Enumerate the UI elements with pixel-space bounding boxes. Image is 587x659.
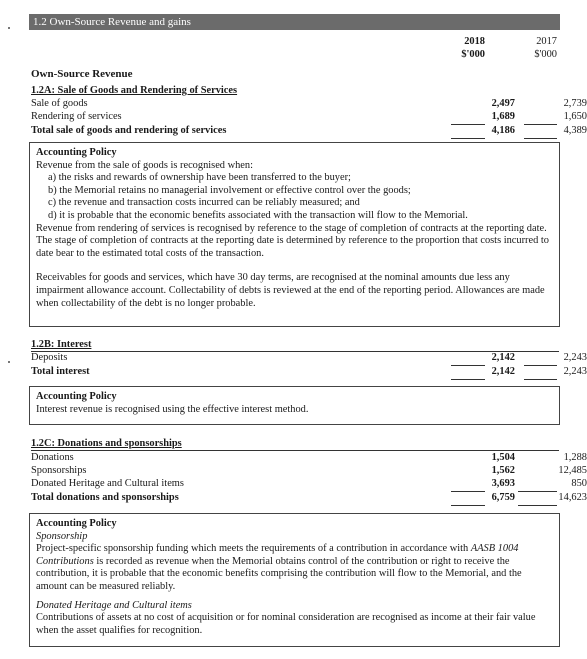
table-row bbox=[31, 352, 587, 365]
policy-text: Revenue from the sale of goods is recognised when: bbox=[36, 159, 253, 171]
row-label: Rendering of services bbox=[31, 111, 122, 122]
row-label: Donated Heritage and Cultural items bbox=[31, 478, 184, 489]
section-title: 1.2C: Donations and sponsorships bbox=[31, 438, 182, 449]
total-rule bbox=[451, 505, 485, 506]
column-header-2018 bbox=[425, 35, 485, 61]
value-2017: 1,650 bbox=[563, 111, 587, 122]
value-2018: 1,562 bbox=[491, 465, 515, 476]
scan-mark bbox=[8, 27, 10, 29]
section-banner: 1.2 Own-Source Revenue and gains bbox=[29, 14, 560, 30]
total-rule bbox=[524, 379, 557, 380]
policy-subheading: Donated Heritage and Cultural items bbox=[36, 599, 192, 611]
table-row bbox=[31, 478, 587, 491]
policy-subheading: Sponsorship bbox=[36, 530, 88, 542]
policy-list-item: b) the Memorial retains no managerial involvement or effective control over the goods; bbox=[48, 184, 411, 196]
value-2017: 14,623 bbox=[558, 492, 587, 503]
table-row bbox=[31, 98, 587, 111]
policy-text-part: Project-specific sponsorship funding which meets the requirements of a contribution in accordance with bbox=[36, 543, 471, 555]
policy-list-item: c) the revenue and transaction costs incurred can be reliably measured; and bbox=[48, 197, 360, 209]
row-label: Total donations and sponsorships bbox=[31, 492, 179, 503]
policy-text: Interest revenue is recognised using the effective interest method. bbox=[36, 403, 309, 415]
value-2017: 2,243 bbox=[563, 366, 587, 377]
policy-text-part: is recorded as revenue when the Memorial obtains control of the contribution or right to receive the contribution, it is probable that the economic benefits comprising the contribution will flow to the Memorial, and the amount can be measured reliably. bbox=[36, 555, 522, 592]
table-row bbox=[31, 125, 587, 138]
policy-heading: Accounting Policy bbox=[36, 391, 117, 402]
total-rule bbox=[524, 138, 557, 139]
value-2018: 4,186 bbox=[491, 125, 515, 136]
value-2017: 2,739 bbox=[563, 98, 587, 109]
table-row bbox=[31, 492, 587, 505]
value-2018: 2,142 bbox=[491, 352, 515, 363]
total-rule bbox=[518, 505, 557, 506]
column-header-2017 bbox=[497, 35, 557, 61]
value-2018: 6,759 bbox=[491, 492, 515, 503]
row-label: Total sale of goods and rendering of services bbox=[31, 125, 227, 136]
value-2017: 2,243 bbox=[563, 352, 587, 363]
row-label: Sale of goods bbox=[31, 98, 88, 109]
policy-list-item: a) the risks and rewards of ownership have been transferred to the buyer; bbox=[48, 172, 351, 184]
section-title: 1.2A: Sale of Goods and Rendering of Services bbox=[31, 85, 238, 96]
table-row bbox=[31, 111, 587, 124]
scan-mark bbox=[8, 361, 10, 363]
accounting-policy-box bbox=[29, 513, 560, 647]
value-2018: 1,504 bbox=[491, 452, 515, 463]
value-2018: 2,142 bbox=[491, 366, 515, 377]
year-2018: 2018 bbox=[464, 36, 485, 47]
table-row bbox=[31, 465, 587, 478]
value-2018: 3,693 bbox=[491, 478, 515, 489]
value-2017: 12,485 bbox=[558, 465, 587, 476]
row-label: Total interest bbox=[31, 366, 90, 377]
accounting-policy-box bbox=[29, 386, 560, 425]
row-label: Sponsorships bbox=[31, 465, 87, 476]
policy-list-item: d) it is probable that the economic benefits associated with the transaction will flow to the Memorial. bbox=[48, 209, 468, 221]
policy-text: Receivables for goods and services, which have 30 day terms, are recognised at the nominal amounts due less any impairment allowance account. Collectability of debts is reviewed at the end of the reporting period. Allowances are made when collectability of the debt is no longer probable. bbox=[36, 272, 545, 309]
table-row bbox=[31, 366, 587, 379]
row-label: Donations bbox=[31, 452, 74, 463]
total-rule bbox=[451, 138, 485, 139]
policy-text: Contributions of assets at no cost of acquisition or for nominal consideration are recognised as income at their fair value when the asset qualifies for recognition. bbox=[36, 612, 536, 636]
policy-text: Revenue from rendering of services is recognised by reference to the stage of completion of contracts at the reporting date. The stage of completion of contracts at the reporting date is determined by reference to the proportion that costs incurred to date bear to the estimated total costs of the transaction. bbox=[36, 222, 550, 259]
accounting-policy-box bbox=[29, 142, 560, 327]
policy-reference: AASB 1004 Contributions bbox=[36, 543, 519, 567]
unit-2018: $'000 bbox=[461, 49, 485, 60]
row-label: Deposits bbox=[31, 352, 68, 363]
own-source-revenue-title: Own-Source Revenue bbox=[31, 68, 133, 80]
section-heading-1-2a bbox=[31, 85, 559, 98]
unit-2017: $'000 bbox=[534, 49, 557, 60]
policy-text bbox=[36, 543, 553, 593]
value-2018: 1,689 bbox=[491, 111, 515, 122]
value-2018: 2,497 bbox=[491, 98, 515, 109]
section-rule bbox=[31, 450, 559, 451]
total-rule bbox=[451, 379, 485, 380]
year-2017: 2017 bbox=[536, 36, 557, 47]
value-2017: 1,288 bbox=[563, 452, 587, 463]
policy-heading: Accounting Policy bbox=[36, 147, 117, 158]
policy-heading: Accounting Policy bbox=[36, 518, 117, 529]
value-2017: 850 bbox=[571, 478, 587, 489]
section-title: 1.2B: Interest bbox=[31, 339, 92, 350]
value-2017: 4,389 bbox=[563, 125, 587, 136]
table-row bbox=[31, 452, 587, 465]
